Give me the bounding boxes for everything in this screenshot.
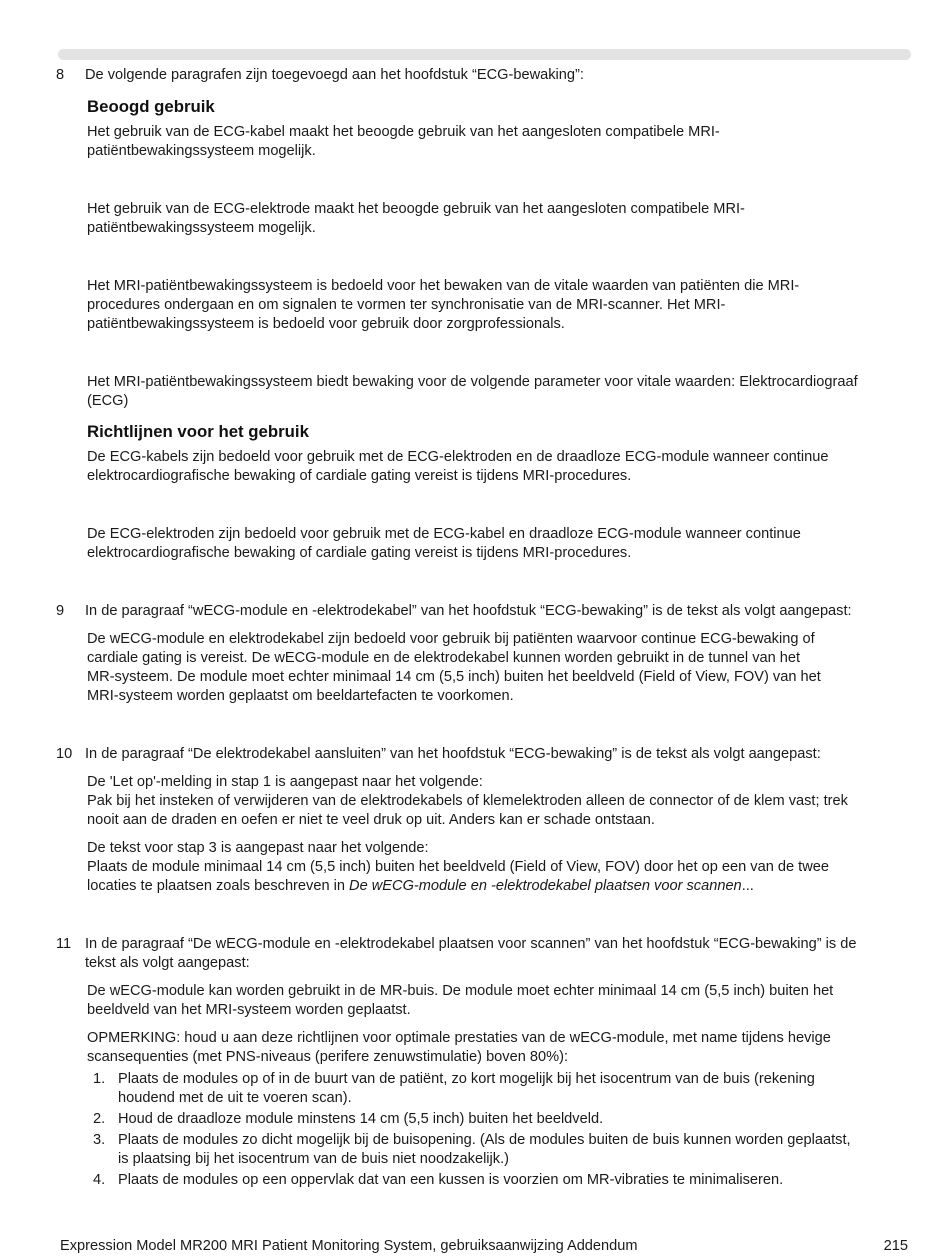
list-item-text: Plaats de modules op of in de buurt van de patiënt, zo kort mogelijk bij het isocentrum van de buis (rekening houdend met de uit te voeren scan). — [118, 1071, 815, 1106]
item-number: 10 — [56, 746, 73, 762]
section-9-body — [0, 630, 950, 706]
footer-title: Expression Model MR200 MRI Patient Monitoring System, gebruiksaanwijzing Addendum — [60, 1238, 638, 1254]
list-number: 3. — [93, 1132, 106, 1148]
list-item-text: Plaats de modules op een oppervlak dat van een kussen is voorzien om MR-vibraties te minimaliseren. — [118, 1172, 784, 1188]
item-number: 9 — [56, 603, 65, 619]
paragraph-note: OPMERKING: houd u aan deze richtlijnen voor optimale prestaties van de wECG-module, met name tijdens hevige scansequenties (met PNS-niveaus (perifere zenuwstimulatie) boven 80%): — [87, 1030, 831, 1065]
section-8 — [0, 66, 950, 85]
paragraph: De ECG-kabels zijn bedoeld voor gebruik met de ECG-elektroden en de draadloze ECG-module wanneer continue elektrocardiografische bewaking of cardiale gating vereist is tijdens MRI-procedures. — [87, 449, 829, 484]
heading-usage-guidelines: Richtlijnen voor het gebruik — [87, 422, 309, 441]
paragraph: De wECG-module en elektrodekabel zijn bedoeld voor gebruik bij patiënten waarvoor continue ECG-bewaking of cardiale gating is vereist. De wECG-module en de elektrodekabel kunnen worden gebruikt in de tunnel van het MR-systeem. De module moet echter minimaal 14 cm (5,5 inch) buiten het beeldveld (Field of View, FOV) van het MRI-systeem worden geplaatst om beeldartefacten te voorkomen. — [87, 631, 821, 704]
heading-intended-use: Beoogd gebruik — [87, 97, 215, 116]
paragraph: De 'Let op'-melding in stap 1 is aangepast naar het volgende: Pak bij het insteken of verwijderen van de elektrodekabels of klemelektroden alleen de connector of de klem vast; trek nooit aan de draden en oefen er niet te veel druk op uit. Anders kan er schade ontstaan. — [87, 774, 848, 828]
paragraph-ellipsis: ... — [741, 878, 754, 894]
section-8-body — [0, 96, 950, 563]
header-rule — [58, 49, 911, 60]
list-number: 1. — [93, 1071, 106, 1087]
paragraph: De ECG-elektroden zijn bedoeld voor gebruik met de ECG-kabel en draadloze ECG-module wanneer continue elektrocardiografische bewaking of cardiale gating vereist is tijdens MRI-procedures. — [87, 526, 801, 561]
item-title: De volgende paragrafen zijn toegevoegd aan het hoofdstuk “ECG-bewaking”: — [85, 67, 584, 83]
item-title: In de paragraaf “wECG-module en -elektrodekabel” van het hoofdstuk “ECG-bewaking” is de tekst als volgt aangepast: — [85, 603, 852, 619]
item-title: In de paragraaf “De elektrodekabel aansluiten” van het hoofdstuk “ECG-bewaking” is de tekst als volgt aangepast: — [85, 746, 821, 762]
list-item-text: Plaats de modules zo dicht mogelijk bij de buisopening. (Als de modules buiten de buis kunnen worden geplaatst, is plaatsing bij het isocentrum van de buis niet noodzakelijk.) — [118, 1132, 851, 1167]
paragraph: Het MRI-patiëntbewakingssysteem biedt bewaking voor de volgende parameter voor vitale waarden: Elektrocardiograaf (ECG) — [87, 374, 858, 409]
paragraph: Het gebruik van de ECG-elektrode maakt het beoogde gebruik van het aangesloten compatibele MRI- patiëntbewakingssysteem mogelijk. — [87, 201, 745, 236]
section-10-body — [0, 773, 950, 896]
item-number: 11 — [56, 936, 72, 952]
page-footer — [60, 1237, 908, 1256]
list-item-text: Houd de draadloze module minstens 14 cm (5,5 inch) buiten het beeldveld. — [118, 1111, 604, 1127]
steps-list — [87, 1070, 910, 1190]
paragraph: De wECG-module kan worden gebruikt in de MR-buis. De module moet echter minimaal 14 cm (5,5 inch) buiten het beeldveld van het MRI-systeem worden geplaatst. — [87, 983, 834, 1018]
cross-reference: De wECG-module en -elektrodekabel plaatsen voor scannen — [349, 878, 742, 894]
section-9 — [0, 602, 950, 621]
section-11-body — [0, 982, 950, 1190]
item-title: In de paragraaf “De wECG-module en -elektrodekabel plaatsen voor scannen” van het hoofdstuk “ECG-bewaking” is de tekst als volgt aangepast: — [85, 936, 857, 971]
section-11 — [0, 935, 950, 973]
paragraph — [87, 839, 910, 896]
item-number: 8 — [56, 67, 65, 83]
page-number: 215 — [883, 1238, 908, 1254]
paragraph-text: De tekst voor stap 3 is aangepast naar het volgende: Plaats de module minimaal 14 cm (5,5 inch) buiten het beeldveld (Field of View, FOV) door het op een van de twee locaties te plaatsen zoals beschreven in — [87, 840, 829, 894]
section-10 — [0, 745, 950, 764]
paragraph: Het MRI-patiëntbewakingssysteem is bedoeld voor het bewaken van de vitale waarden van patiënten die MRI- procedures ondergaan en om signalen te vormen ter synchronisatie van de MRI-scanner. Het MRI- patiëntbewakingssysteem is bedoeld voor gebruik door zorgprofessionals. — [87, 278, 800, 332]
list-item — [87, 1070, 910, 1108]
list-number: 2. — [93, 1111, 106, 1127]
document-body — [0, 66, 950, 1192]
list-number: 4. — [93, 1172, 106, 1188]
paragraph: Het gebruik van de ECG-kabel maakt het beoogde gebruik van het aangesloten compatibele MRI- patiëntbewakingssysteem mogelijk. — [87, 124, 720, 159]
list-item — [87, 1131, 910, 1169]
list-item — [87, 1110, 910, 1129]
list-item — [87, 1171, 910, 1190]
